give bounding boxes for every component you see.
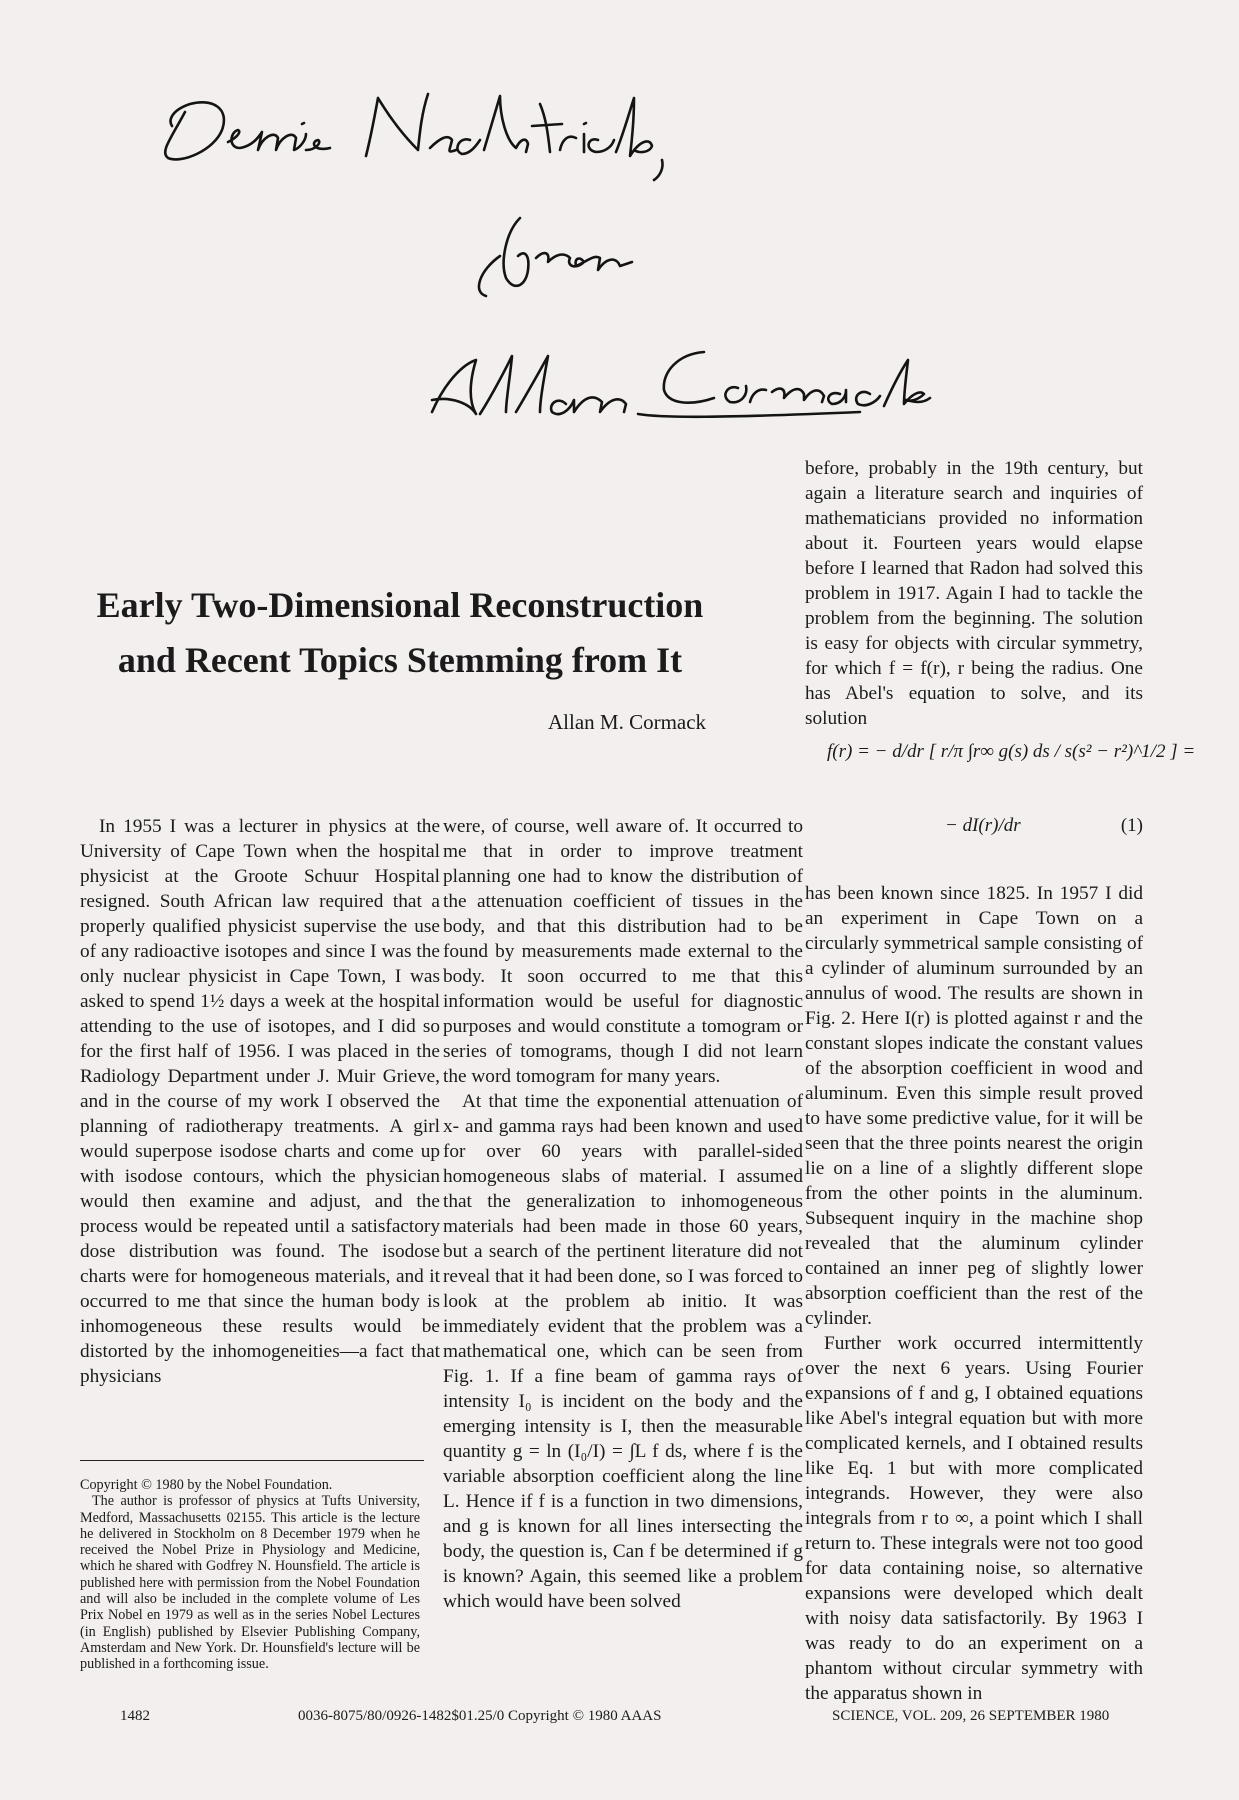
article-title-line-2: and Recent Topics Stemming from It [117, 640, 683, 680]
equation-1 [805, 739, 1196, 873]
paragraph: At that time the exponential attenuation of x- and gamma rays had been known and used for over 60 years with parallel-sided homogeneous slabs of material. I assumed that the generalization to inhomogeneous materials had been made in those 60 years, but a search of the pertinent literature did not reveal that it had been done, so I was forced to look at the problem ab initio. It was immediately evident that the problem was a mathematical one, which can be seen from Fig. 1. If a fine beam of gamma rays of intensity I₀ is incident on the body and the emerging intensity is I, then the measurable quantity g = ln (I₀/I) = ∫L f ds, where f is the variable absorption coefficient along the line L. Hence if f is a function in two dimensions, and g is known for all lines intersecting the body, the question is, Can f be determined if g is known? Again, this seemed like a problem which would have been solved [443, 1091, 803, 1612]
page-number: 1482 [120, 1708, 150, 1724]
footnote-body: The author is professor of physics at Tufts University, Medford, Massachusetts 02155. This article is the lecture he delivered in Stockholm on 8 December 1979 when he received the Nobel Prize in Physiology and Medicine, which he shared with Godfrey N. Hounsfield. The article is published here with permission from the Nobel Foundation and will also be included in the complete volume of Les Prix Nobel en 1979 as well as in the series Nobel Lectures (in English) published by Elsevier Publishing Company, Amsterdam and New York. Dr. Hounsfield's lecture will be published in a forthcoming issue. [80, 1493, 420, 1673]
issn-copyright: 0036-8075/80/0926-1482$01.25/0 Copyright © 1980 AAAS [298, 1708, 662, 1724]
paragraph: Further work occurred intermittently over the next 6 years. Using Fourier expansions of f and g, I obtained equations like Abel's integral equation but with more complicated kernels, and I obtained results like Eq. 1 but with more complicated integrands. However, they were also integrals from r to ∞, a point which I shall return to. These integrals were not too good for data containing noise, so alternative expansions were developed which dealt with noisy data satisfactorily. By 1963 I was ready to do an experiment on a phantom without circular symmetry with the apparatus shown in [805, 1333, 1143, 1704]
body-column-2 [443, 814, 803, 1614]
paragraph: has been known since 1825. In 1957 I did an experiment in Cape Town on a circularly symmetrical sample consisting of a cylinder of aluminum surrounded by an annulus of wood. The results are shown in Fig. 2. Here I(r) is plotted against r and the constant slopes indicate the constant values of the absorption coefficient in wood and aluminum. Even this simple result proved to have some predictive value, for it will be seen that the three points nearest the origin lie on a line of a slightly different slope from the other points in the aluminum. Subsequent inquiry in the machine shop revealed that the aluminum cylinder contained an inner peg of slightly lower absorption coefficient than the rest of the cylinder. [805, 883, 1143, 1329]
handwritten-inscription [0, 0, 1239, 470]
article-title-line-1: Early Two-Dimensional Reconstruction [96, 585, 704, 625]
body-column-3 [805, 456, 1196, 1706]
journal-citation: SCIENCE, VOL. 209, 26 SEPTEMBER 1980 [832, 1708, 1110, 1724]
equation-line-1: f(r) = − d/dr [ r/π ∫r∞ g(s) ds / s(s² − r²)^1/2 ] = [827, 741, 1196, 762]
article-title [80, 578, 720, 688]
equation-number: (1) [1120, 815, 1143, 836]
paragraph: before, probably in the 19th century, but again a literature search and inquiries of mathematicians provided no information about it. Fourteen years would elapse before I learned that Radon had solved this problem in 1917. Again I had to tackle the problem from the beginning. The solution is easy for objects with circular symmetry, for which f = f(r), r being the radius. One has Abel's equation to solve, and its solution [805, 458, 1143, 729]
footnote-copyright: Copyright © 1980 by the Nobel Foundation. [80, 1477, 333, 1493]
footnote [80, 1477, 420, 1673]
paragraph: were, of course, well aware of. It occurred to me that in order to improve treatment planning one had to know the distribution of the attenuation coefficient of tissues in the body, and that this distribution had to be found by measurements made external to the body. It soon occurred to me that this information would be useful for diagnostic purposes and would constitute a tomogram or series of tomograms, though I did not learn the word tomogram for many years. [443, 816, 803, 1087]
footnote-divider [80, 1460, 424, 1461]
equation-line-2: − dI(r)/dr [945, 815, 1021, 836]
article-author: Allan M. Cormack [548, 710, 707, 734]
body-column-1 [80, 814, 440, 1389]
paragraph: In 1955 I was a lecturer in physics at the University of Cape Town when the hospital physicist at the Groote Schuur Hospital resigned. South African law required that a properly qualified physicist supervise the use of any radioactive isotopes and since I was the only nuclear physicist in Cape Town, I was asked to spend 1½ days a week at the hospital attending to the use of isotopes, and I did so for the first half of 1956. I was placed in the Radiology Department under J. Muir Grieve, and in the course of my work I observed the planning of radiotherapy treatments. A girl would superpose isodose charts and come up with isodose contours, which the physician would then examine and adjust, and the process would be repeated until a satisfactory dose distribution was found. The isodose charts were for homogeneous materials, and it occurred to me that since the human body is inhomogeneous these results would be distorted by the inhomogeneities—a fact that physicians [80, 816, 440, 1387]
